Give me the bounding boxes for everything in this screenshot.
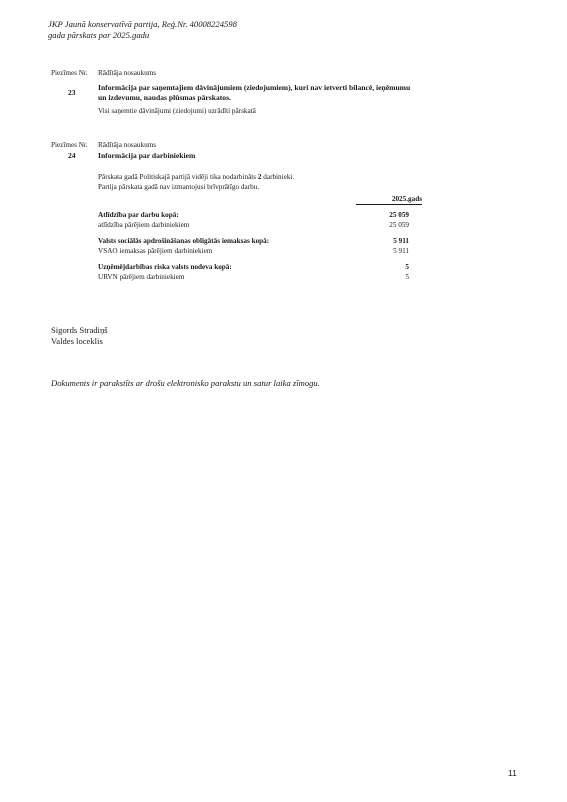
table-row [98, 247, 421, 257]
document-header [48, 19, 237, 40]
section-23-col-name: Rādītāja nosaukums [98, 69, 157, 77]
table-row [98, 237, 421, 247]
row-label: Uzņēmējdarbības riska valsts nodeva kopā: [98, 263, 232, 271]
year-column-header: 2025.gads [356, 195, 422, 205]
electronic-signature-note: Dokuments ir parakstīts ar drošu elektronisko parakstu un satur laika zīmogu. [51, 378, 320, 388]
row-value: 5 911 [393, 246, 409, 255]
table-row [98, 221, 421, 231]
header-report-line: gada pārskats par 2025.gadu [48, 29, 150, 40]
table-row [98, 211, 421, 221]
signatory-name: Sigords Stradiņš [51, 325, 108, 335]
section-24-employees-text [98, 173, 294, 181]
row-label: Valsts sociālās apdrošināšanas obligātās iemaksas kopā: [98, 237, 270, 245]
section-23-title [98, 83, 410, 103]
table-row [98, 273, 421, 283]
section-23-col-note: Piezīmes Nr. [51, 69, 88, 77]
row-value: 25 059 [389, 220, 409, 229]
section-24-title: Informācija par darbiniekiem [98, 151, 196, 160]
employee-costs-table [98, 211, 421, 282]
row-value: 5 [405, 263, 409, 271]
row-label: URVN pārējiem darbiniekiem [98, 272, 185, 281]
section-23-title-line2: un izdevumu, naudas plūsmas pārskatos. [98, 93, 231, 102]
table-row [98, 263, 421, 273]
row-value: 5 [405, 272, 409, 281]
signatory-role: Valdes loceklis [51, 336, 103, 346]
page-number: 11 [508, 768, 517, 778]
section-24-col-name: Rādītāja nosaukums [98, 141, 157, 149]
employees-text-post: darbinieki. [261, 173, 295, 181]
section-24-volunteer-text: Partija pārskata gadā nav izmantojusi brīvprātīgo darbu. [98, 183, 260, 191]
row-value: 5 911 [393, 237, 409, 245]
signature-block [51, 325, 108, 347]
employees-text-pre: Pārskata gadā Politiskajā partijā vidēji tika nodarbināts [98, 173, 258, 181]
employees-count: 2 [257, 173, 262, 181]
section-23-title-line1: Informācija par saņemtajiem dāvinājumiem (ziedojumiem), kuri nav ietverti bilancē, ieņēmumu [98, 83, 411, 92]
section-23-number: 23 [68, 88, 76, 97]
section-24-number: 24 [68, 151, 76, 160]
row-label: Atlīdzība par darbu kopā: [98, 211, 179, 219]
section-23-text: Visi saņemtie dāvinājumi (ziedojumi) uzrādīti pārskatā [98, 107, 256, 115]
header-company-line: JKP Jaunā konservatīvā partija, Reģ.Nr. 40008224598 [48, 19, 237, 29]
row-label: atlīdzība pārējiem darbiniekiem [98, 220, 190, 229]
row-value: 25 059 [389, 211, 409, 219]
section-24-col-note: Piezīmes Nr. [51, 141, 88, 149]
row-label: VSAO iemaksas pārējiem darbiniekiem [98, 246, 213, 255]
